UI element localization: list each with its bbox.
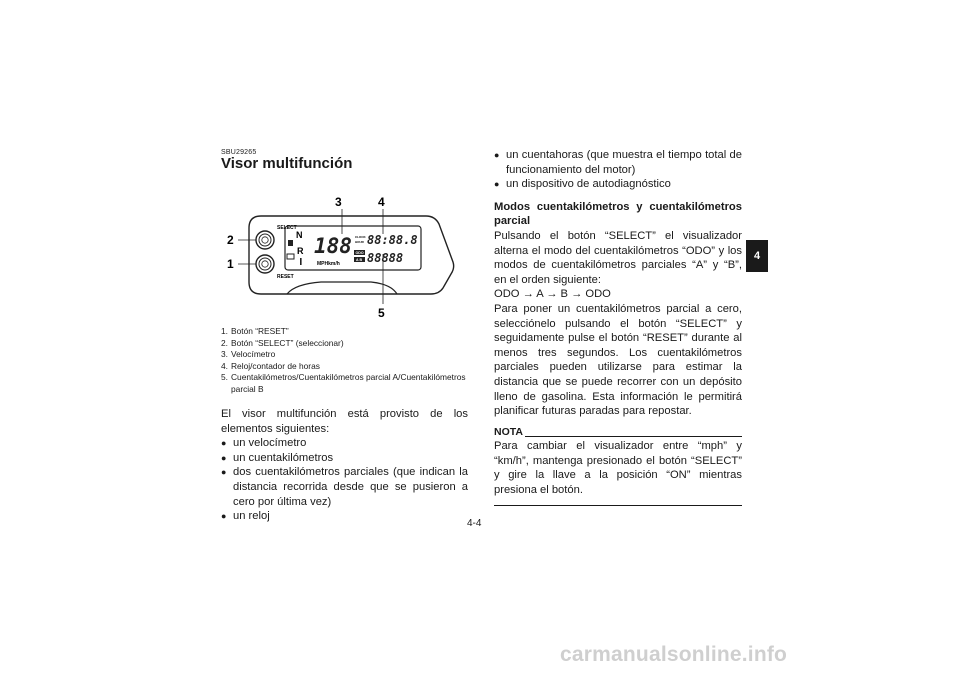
left-column — [221, 407, 468, 524]
section-title: Visor multifunción — [221, 155, 353, 172]
gear-neutral-indicator: N — [296, 230, 303, 240]
bullet-dot-icon: ● — [494, 179, 500, 190]
bullet-item: ● un cuentakilómetros — [221, 451, 334, 464]
intro-paragraph: El visor multifunción está provisto de los elementos siguientes: — [221, 408, 468, 435]
engine-warning-icon — [287, 254, 294, 259]
reset-paragraph: Para poner un cuentakilómetros parcial a cero, selecciónelo pulsando el botón “SELECT” y seguidamente pulse el botón “RESET” durante al menos tres segundos. Los cuentakilómetros parciales pueden utilizarse para estimar la distancia que se puede recorrer con un depósito lleno de gasolina. Esta información le permitirá planificar futuras paradas para repostar. — [494, 302, 742, 418]
caption-item: 5. Cuentakilómetros/Cuentakilómetros parcial A/Cuentakilómetros parcial B — [221, 372, 466, 394]
figure-caption-list — [221, 326, 469, 396]
clock-digits: 88:88.8 — [367, 233, 418, 247]
temperature-icon — [300, 258, 302, 265]
callout-3: 3 — [335, 195, 342, 209]
chapter-tab: 4 — [746, 240, 768, 272]
callout-1: 1 — [227, 257, 234, 271]
watermark: carmanualsonline.info — [560, 643, 788, 666]
odo-label: ODO — [355, 251, 364, 255]
bullet-dot-icon: ● — [221, 452, 227, 463]
mode-sequence: ODO → A → B → ODO — [494, 288, 611, 301]
bullet-item: ● dos cuentakilómetros parciales (que indican la distancia recorrida desde que se pusieron a cero por última vez) — [221, 466, 468, 508]
bullet-item: ● un cuentahoras (que muestra el tiempo total de funcionamiento del motor) — [494, 149, 742, 176]
select-button-drawing — [256, 231, 274, 249]
note-text: Para cambiar el visualizador entre “mph” y “km/h”, mantenga presionado el botón “SELECT” y gire la llave a la posición “ON” mientras presiona el botón. — [494, 440, 742, 497]
bullet-item: ● un velocímetro — [221, 437, 307, 450]
fuel-icon — [288, 240, 293, 246]
bullet-item: ● un dispositivo de autodiagnóstico — [494, 178, 671, 191]
note-end-rule — [494, 505, 742, 506]
bullet-dot-icon: ● — [221, 467, 227, 478]
speedometer-digits: 188 — [314, 234, 352, 258]
caption-item: 2. Botón “SELECT” (seleccionar) — [221, 337, 344, 348]
select-label: SELECT — [277, 225, 297, 231]
bullet-dot-icon: ● — [221, 438, 227, 449]
odometer-digits: 88888 — [367, 251, 404, 265]
note-label: NOTA — [494, 425, 523, 438]
multifunction-display-figure — [221, 192, 469, 322]
hour-label: HOUR — [355, 240, 364, 244]
caption-item: 4. Reloj/contador de horas — [221, 360, 320, 371]
reset-label: RESET — [277, 274, 294, 280]
document-code: SBU29265 — [221, 149, 257, 156]
page-number: 4-4 — [467, 518, 482, 529]
caption-item: 1. Botón “RESET” — [221, 326, 289, 336]
bullet-dot-icon: ● — [494, 150, 500, 160]
gear-reverse-indicator: R — [297, 246, 304, 256]
trip-label: A B — [356, 258, 363, 262]
subsection-heading: Modos cuentakilómetros y cuentakilómetros parcial — [494, 200, 742, 228]
select-paragraph: Pulsando el botón “SELECT” el visualizador alterna el modo del cuentakilómetros “ODO” y los modos de cuentakilómetros parciales “A” y “B”, en el orden siguiente: — [494, 229, 742, 286]
bullet-item: ● un reloj — [221, 510, 270, 523]
bullet-dot-icon: ● — [221, 511, 227, 522]
clock-label: CLOCK — [355, 235, 366, 239]
caption-item: 3. Velocímetro — [221, 349, 276, 360]
note-box — [494, 425, 742, 506]
housing-bottom-curve — [287, 282, 397, 294]
callout-5: 5 — [378, 306, 385, 320]
right-column — [494, 148, 742, 506]
speed-unit-label: MPHkm/h — [317, 261, 340, 267]
callout-2: 2 — [227, 233, 234, 247]
callout-4: 4 — [378, 195, 385, 209]
reset-button-drawing — [256, 255, 274, 273]
